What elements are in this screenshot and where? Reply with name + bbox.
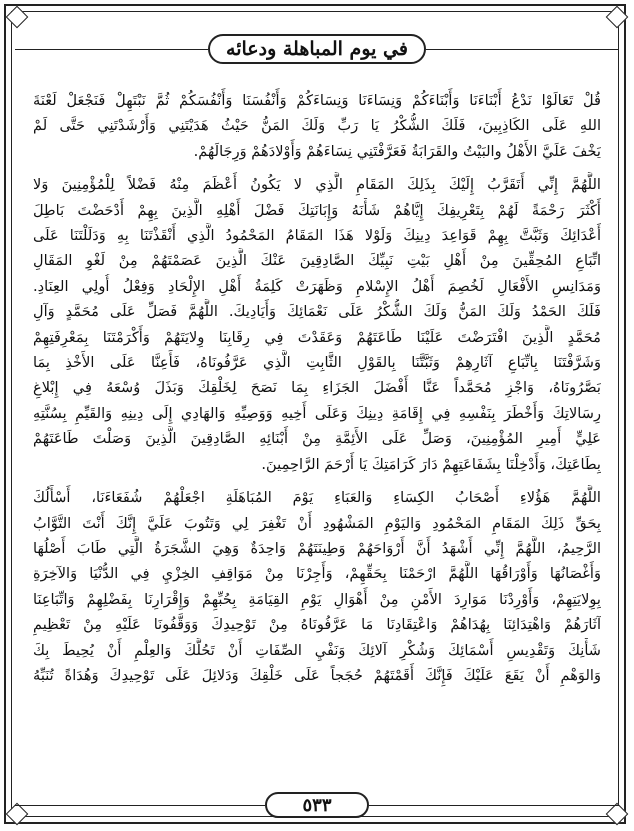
text-line: مُحَمَّدٍ الَّذِينَ افْتَرَضْتَ عَلَيْنَا طَاعَتَهُمْ وَعَقَدْتَ فِي رِقَابِنَا وِلايَتَهُمْ وَأَكْرَمْتَنَا بِمَعْرِفَتِهِمْ (33, 328, 601, 346)
text-line: وَمَدَانِسِ الأَفْعَالِ لَخُصِمَ أَهْلُ الإِسْلامِ وَظَهَرَتْ كَلِمَةُ أَهْلِ الإِلْحَادِ وَفِعْلُ أُولِي العِنَادِ. (33, 277, 601, 295)
text-line: عَلِيٍّ أَمِيرِ المُؤْمِنِينَ، وَصَلِّ عَلَى الأَئِمَّةِ مِنْ أَبْنَائِهِ الصَّادِقِينَ الَّذِينَ وَصَلْتَ طَاعَتَهُمْ (33, 430, 601, 448)
text-line: بِحَقِّ ذَلِكَ المَقَامِ المَحْمُودِ وَاليَوْمِ المَشْهُودِ أَنْ تَغْفِرَ لِي وَتَتُوبَ عَلَيَّ إِنَّكَ أَنْتَ التَّوَّابُ (33, 514, 601, 532)
text-line: الرَّحِيمُ، اللَّهُمَّ إِنِّي أَشْهَدُ أَنَّ أَرْوَاحَهُمْ وَطِينَتَهُمْ وَاحِدَةٌ وَهِيَ الشَّجَرَةُ الَّتِي طَابَ أَصْلُهَا (33, 539, 601, 557)
text-line: فَلَكَ الحَمْدُ وَلَكَ المَنُّ وَلَكَ الشُّكْرُ عَلَى نَعْمَائِكَ وَأَيَادِيكَ. اللَّهُمَّ فَصَلِّ عَلَى مُحَمَّدٍ وَآلِ (33, 303, 601, 321)
page-title: في يوم المباهلة ودعائه (226, 38, 408, 60)
text-line: يَخْفَ عَلَيَّ الأَهْلُ والبَيْتُ والقَرَابَةُ فَعَرَّفْتَنِي نِسَاءَهُمْ وَأَوْلادَهُمْ وَرِجَالَهُمْ. (193, 142, 601, 160)
text-line: اللهِ عَلَى الكَاذِبِينَ، فَلَكَ الشُّكْرُ يَا رَبِّ وَلَكَ المَنُّ حَيْثُ هَدَيْتَنِي وَأَرْشَدْتَنِي حَتَّى لَمْ (33, 117, 601, 135)
text-line: اتِّبَاعِ المُحِقِّينَ مِنْ أَهْلِ بَيْتِ نَبِيِّكَ الصَّادِقِينَ عَنْكَ الَّذِينَ عَصَمْتَهُمْ مِنْ لَغْوِ المَقَالِ (33, 252, 601, 270)
footer-rule-right (369, 805, 619, 806)
paragraph-3 (33, 485, 601, 688)
text-line: آثَارَهُمْ وَاهْتِدَائِنَا بِهُدَاهُمْ وَاعْتِقَادِنَا مَا عَرَّفُونَاهُ مِنْ تَوْحِيدِكَ وَوَقَّفُونَا عَلَيْهِ مِنْ تَعْظِيمِ (33, 616, 601, 634)
text-line: شَأْنِكَ وَتَقْدِيسِ أَسْمَائِكَ وَشُكْرِ آلائِكَ وَنَفْيِ الصِّفَاتِ أَنْ تَحُلَّكَ وَالعِلْمِ أَنْ يُحِيطَ بِكَ (33, 641, 601, 659)
text-line: أَكْثَرَ رَحْمَةً لَهُمْ بِتَعْرِيفِكَ إِيَّاهُمْ شَأْنَهُ وَإِبَانَتِكَ فَضْلَ أَهْلِهِ الَّذِينَ بِهِمْ أَدْحَضْتَ بَاطِلَ (33, 201, 601, 219)
footer-rule-left (15, 805, 265, 806)
text-line: قُلْ تَعَالَوْا نَدْعُ أَبْنَاءَنَا وَأَبْنَاءَكُمْ وَنِسَاءَنَا وَنِسَاءَكُمْ وَأَنْفُسَنَا وَأَنْفُسَكُمْ ثُمَّ نَبْتَهِلْ فَنَجْعَلْ لَعْنَةَ (33, 92, 601, 109)
page-title-box (208, 34, 426, 64)
paragraph-1 (33, 88, 601, 164)
text-line: بَصَّرُونَاهُ، وَاجْزِ مُحَمَّداً عَنَّا أَفْضَلَ الجَزَاءِ بِمَا نَصَحَ لِخَلْقِكَ وَبَذَلَ وُسْعَهُ فِي إِبْلاغِ (33, 379, 601, 397)
page-number-box (265, 792, 369, 818)
text-line: اللَّهُمَّ إِنِّي أَتَقَرَّبُ إِلَيْكَ بِذَلِكَ المَقَامِ الَّذِي لا يَكُونُ أَعْظَمَ مِنْهُ فَضْلاً لِلْمُؤْمِنِينَ وَلا (33, 176, 601, 194)
title-rule-left (15, 49, 208, 50)
title-rule-right (426, 49, 619, 50)
text-line: وَشَرَّفْتَنَا بِاتِّبَاعِ آثَارِهِمْ وَثَبَّتَّنَا بِالقَوْلِ الثَّابِتِ الَّذِي عَرَّفُونَاهُ، فَأَعِنَّا عَلَى الأَخْذِ بِمَا (33, 354, 601, 372)
text-line: رِسَالاتِكَ وَأَخْطَرَ بِنَفْسِهِ فِي إِقَامَةِ دِينِكَ وَعَلَى أَخِيهِ وَوَصِيِّهِ وَالهَادِي إِلَى دِينِهِ وَالقَيِّمِ بِسُنَّتِهِ (33, 404, 601, 422)
text-line: بِوِلايَتِهِمْ، وَأَوْرِدْنَا مَوَارِدَ الأَمْنِ مِنْ أَهْوَالِ يَوْمِ القِيَامَةِ بِحُبِّهِمْ وَإِقْرَارِنَا بِفَضْلِهِمْ وَاتِّبَاعِنَا (33, 590, 601, 608)
text-body (33, 88, 601, 696)
text-line: أَعْدَائِكَ وَثَبَّتَّ بِهِمْ قَوَاعِدَ دِينِكَ وَلَوْلا هَذَا المَقَامُ المَحْمُودُ الَّذِي أَنْقَذْتَنَا بِهِ وَدَلَلْتَنَا عَلَى (33, 227, 601, 245)
paragraph-2 (33, 172, 601, 477)
page-number: ٥٣٣ (302, 794, 332, 816)
text-line: وَالوَهْمِ أَنْ يَقَعَ عَلَيْكَ فَإِنَّكَ أَقَمْتَهُمْ حُجَجاً عَلَى خَلْقِكَ وَدَلائِلَ عَلَى تَوْحِيدِكَ وَهُدَاةً تُنَبِّهُ (33, 666, 601, 684)
text-line: اللَّهُمَّ هَؤُلاءِ أَصْحَابُ الكِسَاءِ وَالعَبَاءِ يَوْمَ المُبَاهَلَةِ اجْعَلْهُمْ شُفَعَاءَنَا، أَسْأَلُكَ (33, 489, 601, 507)
text-line: وَأَغْصَانُهَا وَأَوْرَاقُهَا اللَّهُمَّ ارْحَمْنَا بِحَقِّهِمْ، وَأَجِرْنَا مِنْ مَوَاقِفِ الخِزْيِ فِي الدُّنْيَا وَالآخِرَةِ (33, 565, 601, 583)
text-line: بِطَاعَتِكَ، وَأَدْخِلْنَا بِشَفَاعَتِهِمْ دَارَ كَرَامَتِكَ يَا أَرْحَمَ الرَّاحِمِينَ. (261, 455, 601, 473)
